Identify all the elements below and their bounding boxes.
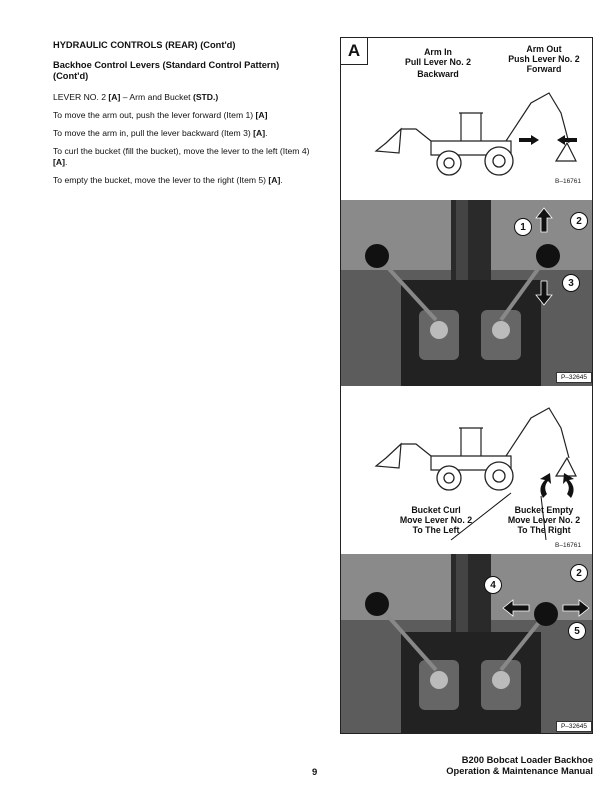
text-column — [53, 40, 315, 193]
item-3-callout: 3 — [562, 274, 580, 292]
ref-b16761-mid: B–16761 — [555, 542, 582, 549]
item-2-callout: 2 — [570, 212, 588, 230]
ref-p32645-1: P–32645 — [556, 372, 592, 383]
ref-b16761-top: B–16761 — [555, 178, 582, 185]
caption-arm-out: Arm Out Push Lever No. 2 Forward — [508, 44, 580, 74]
page-number: 9 — [312, 767, 318, 778]
item-1-callout: 1 — [514, 218, 532, 236]
figure-label: A — [341, 38, 368, 65]
ref-p32645-2: P–32645 — [556, 721, 592, 732]
paragraph-lever: LEVER NO. 2 [A] – Arm and Bucket (STD.) — [53, 92, 219, 102]
caption-arm-in: Arm In Pull Lever No. 2 Backward — [405, 47, 471, 79]
section-title: HYDRAULIC CONTROLS (REAR) (Cont'd) — [53, 40, 236, 50]
control-lever-photo-1 — [341, 200, 593, 386]
arrow-down-icon — [536, 281, 552, 305]
control-lever-photo-2 — [341, 554, 593, 734]
caption-bucket-curl: Bucket Curl Move Lever No. 2 To The Left — [399, 505, 473, 535]
paragraph-bucket-empty: To empty the bucket, move the lever to the right (Item 5) [A]. — [53, 175, 283, 185]
item-5-callout: 5 — [568, 622, 586, 640]
manual-title: B200 Bobcat Loader Backhoe Operation & Maintenance Manual — [446, 755, 593, 776]
paragraph-bucket-curl: To curl the bucket (fill the bucket), move the lever to the left (Item 4) [A]. — [53, 146, 310, 167]
subsection-title: Backhoe Control Levers (Standard Control Pattern) (Cont'd) — [53, 60, 280, 81]
item-2-callout-b: 2 — [570, 564, 588, 582]
arrow-up-icon — [536, 208, 552, 232]
paragraph-arm-out: To move the arm out, push the lever forward (Item 1) [A] — [53, 110, 268, 120]
figure-a — [340, 37, 593, 734]
paragraph-arm-in: To move the arm in, pull the lever backward (Item 3) [A]. — [53, 128, 268, 138]
arrow-left-icon — [519, 135, 539, 145]
caption-bucket-empty: Bucket Empty Move Lever No. 2 To The Right — [507, 505, 581, 535]
backhoe-diagram-arm — [371, 83, 586, 183]
item-4-callout: 4 — [484, 576, 502, 594]
